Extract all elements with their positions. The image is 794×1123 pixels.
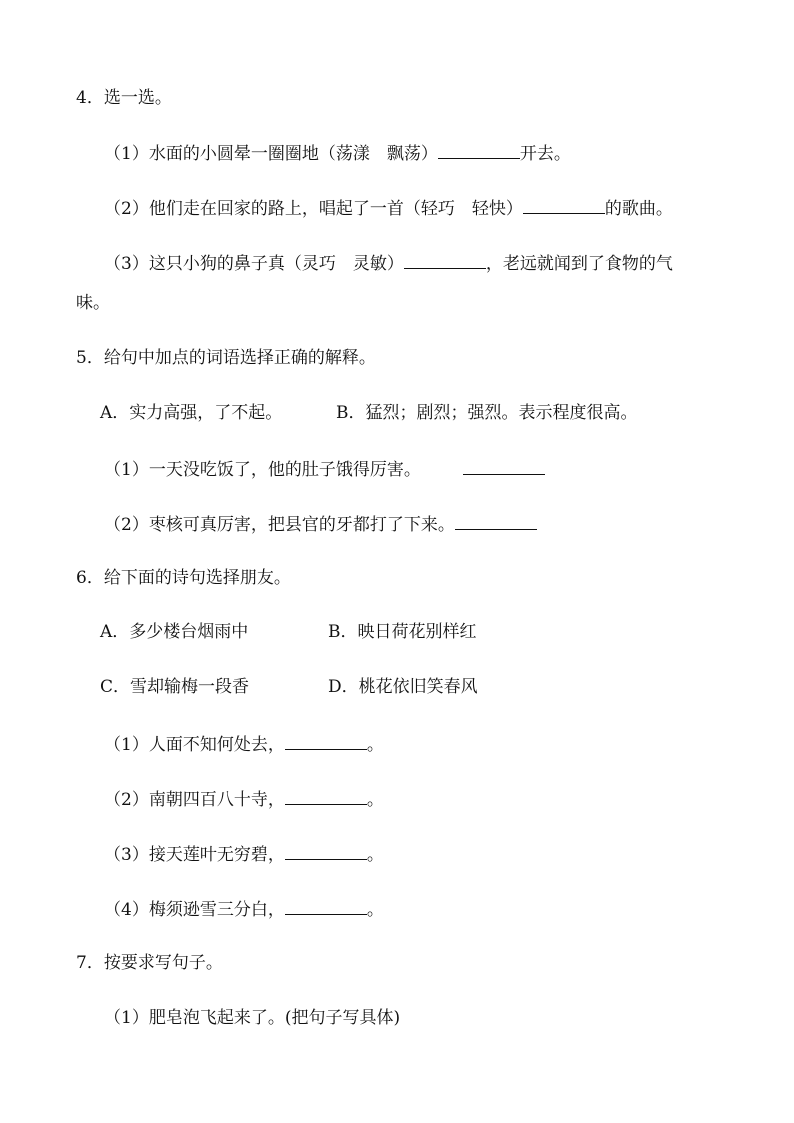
q4-item-2 [104, 195, 673, 221]
q4-item-3 [104, 250, 673, 276]
q6-option-a: A．多少楼台烟雨中 [100, 622, 249, 642]
answer-blank[interactable] [463, 456, 545, 475]
q7-item-1: （1）肥皂泡飞起来了。(把句子写具体) [104, 1008, 401, 1028]
q6-option-b: B．映日荷花别样红 [328, 622, 477, 642]
q4-item-3-continuation: 味。 [76, 293, 110, 313]
q5-item-2-text: （2）枣核可真厉害，把县官的牙都打了下来。 [104, 515, 455, 535]
q5-option-b: B．猛烈；剧烈；强烈。表示程度很高。 [336, 403, 638, 423]
answer-blank[interactable] [285, 841, 367, 860]
q4-item-1-text: （1）水面的小圆晕一圈圈地（荡漾 飘荡） [104, 144, 438, 164]
q6-item-3-suffix: 。 [366, 845, 384, 865]
q6-item-4-suffix: 。 [366, 900, 384, 920]
answer-blank[interactable] [455, 511, 537, 530]
q6-options-row-1 [100, 620, 600, 644]
q6-option-d: D．桃花依旧笑春风 [328, 677, 478, 697]
q6-item-3-text: （3）接天莲叶无穷碧， [104, 845, 285, 865]
q6-item-2-suffix: 。 [366, 790, 384, 810]
q4-title: 4．选一选。 [76, 88, 172, 108]
q4-item-2-suffix: 的歌曲。 [604, 199, 673, 219]
q5-options-row [100, 401, 720, 425]
q6-item-1 [104, 731, 384, 757]
q5-item-2 [104, 511, 537, 537]
q4-item-3-suffix: ，老远就闻到了食物的气 [485, 254, 673, 274]
answer-blank[interactable] [285, 896, 367, 915]
q4-item-1-suffix: 开去。 [519, 144, 571, 164]
q4-item-2-text: （2）他们走在回家的路上，唱起了一首（轻巧 轻快） [104, 199, 523, 219]
q6-item-1-text: （1）人面不知何处去， [104, 735, 285, 755]
answer-blank[interactable] [438, 140, 520, 159]
q6-item-3 [104, 841, 384, 867]
answer-blank[interactable] [285, 731, 367, 750]
answer-blank[interactable] [523, 195, 605, 214]
q5-item-1-text: （1）一天没吃饭了，他的肚子饿得厉害。 [104, 460, 421, 480]
q6-title: 6．给下面的诗句选择朋友。 [76, 568, 291, 588]
q4-item-1 [104, 140, 571, 166]
q6-options-row-2 [100, 675, 600, 699]
q5-option-a: A．实力高强，了不起。 [100, 403, 283, 423]
q5-title: 5．给句中加点的词语选择正确的解释。 [76, 348, 376, 368]
q4-item-3-text: （3）这只小狗的鼻子真（灵巧 灵敏） [104, 254, 404, 274]
answer-blank[interactable] [404, 250, 486, 269]
q6-item-2 [104, 786, 384, 812]
q6-item-2-text: （2）南朝四百八十寺， [104, 790, 285, 810]
q5-item-1 [104, 456, 545, 482]
q6-option-c: C．雪却输梅一段香 [100, 677, 250, 697]
q6-item-1-suffix: 。 [366, 735, 384, 755]
q6-item-4-text: （4）梅须逊雪三分白， [104, 900, 285, 920]
q6-item-4 [104, 896, 384, 922]
answer-blank[interactable] [285, 786, 367, 805]
q7-title: 7．按要求写句子。 [76, 953, 223, 973]
